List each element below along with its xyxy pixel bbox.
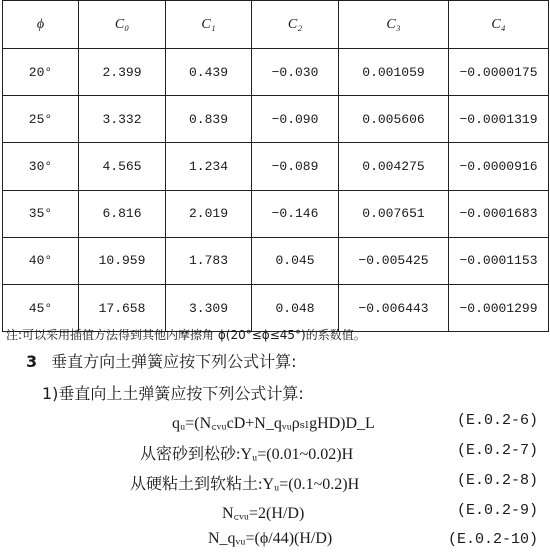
- table-cell: −0.0000175: [449, 49, 549, 96]
- table-cell: 0.839: [166, 96, 252, 143]
- equation-label-e0-2-6: (E.0.2-6): [456, 412, 538, 429]
- header-c3: C₃: [339, 1, 449, 49]
- equation-e0-2-10: N_qᵥᵤ=(ϕ/44)(H/D): [208, 530, 333, 547]
- table-cell: 35°: [3, 190, 79, 237]
- table-cell: 0.007651: [339, 190, 449, 237]
- table-cell: 10.959: [79, 237, 166, 284]
- table-cell: −0.006443: [339, 284, 449, 331]
- table-cell: −0.0001683: [449, 190, 549, 237]
- table-cell: −0.146: [252, 190, 339, 237]
- table-cell: 1.783: [166, 237, 252, 284]
- equation-e0-2-6: qᵤ=(N꜀ᵥᵤcD+N_qᵥᵤρₛₗgHD)D_L: [172, 415, 375, 432]
- table-row: [3, 49, 549, 96]
- table-cell: 0.005606: [339, 96, 449, 143]
- header-c0: C₀: [79, 1, 166, 49]
- header-c1: C₁: [166, 1, 252, 49]
- header-phi: ϕ: [3, 1, 79, 49]
- table-cell: 0.048: [252, 284, 339, 331]
- table-cell: 0.001059: [339, 49, 449, 96]
- table-cell: −0.0001153: [449, 237, 549, 284]
- table-row: [3, 284, 549, 331]
- section-number: 3: [26, 352, 38, 371]
- table-cell: 0.004275: [339, 143, 449, 190]
- table-cell: 40°: [3, 237, 79, 284]
- table-cell: 2.399: [79, 49, 166, 96]
- table-cell: 1.234: [166, 143, 252, 190]
- table-note: 注:可以采用插值方法得到其他内摩擦角 ϕ(20°≤ϕ≤45°)的系数值。: [6, 328, 366, 342]
- equation-label-e0-2-8: (E.0.2-8): [456, 472, 538, 489]
- table-cell: 4.565: [79, 143, 166, 190]
- header-c2: C₂: [252, 1, 339, 49]
- header-c4: C₄: [449, 1, 549, 49]
- table-row: [3, 96, 549, 143]
- table-cell: 30°: [3, 143, 79, 190]
- table-cell: 3.309: [166, 284, 252, 331]
- equation-e0-2-9: N꜀ᵥᵤ=2(H/D): [222, 505, 305, 522]
- table-cell: 45°: [3, 284, 79, 331]
- table-cell: −0.030: [252, 49, 339, 96]
- section-title: 垂直方向土弹簧应按下列公式计算:: [51, 352, 297, 371]
- table-row: [3, 143, 549, 190]
- section-heading: [26, 349, 297, 372]
- table-cell: 25°: [3, 96, 79, 143]
- table-cell: −0.089: [252, 143, 339, 190]
- table-row: [3, 237, 549, 284]
- equation-label-e0-2-7: (E.0.2-7): [456, 442, 538, 459]
- table-cell: 3.332: [79, 96, 166, 143]
- subsection-heading: 1)垂直向上土弹簧应按下列公式计算:: [42, 384, 304, 403]
- table-cell: 20°: [3, 49, 79, 96]
- table-cell: −0.0001319: [449, 96, 549, 143]
- table-cell: −0.0000916: [449, 143, 549, 190]
- coefficient-table: [2, 0, 549, 332]
- equation-label-e0-2-10: (E.0.2-10): [447, 531, 538, 548]
- table-cell: −0.005425: [339, 237, 449, 284]
- equation-e0-2-7: 从密砂到松砂:Yᵤ=(0.01~0.02)H: [140, 446, 354, 463]
- table-cell: 17.658: [79, 284, 166, 331]
- table-cell: 2.019: [166, 190, 252, 237]
- table-cell: 6.816: [79, 190, 166, 237]
- table-cell: −0.0001299: [449, 284, 549, 331]
- table-header-row: [3, 1, 549, 49]
- table-cell: 0.045: [252, 237, 339, 284]
- table-cell: 0.439: [166, 49, 252, 96]
- table-cell: −0.090: [252, 96, 339, 143]
- equation-label-e0-2-9: (E.0.2-9): [456, 502, 538, 519]
- equation-e0-2-8: 从硬粘土到软粘土:Yᵤ=(0.1~0.2)H: [130, 476, 360, 493]
- table-row: [3, 190, 549, 237]
